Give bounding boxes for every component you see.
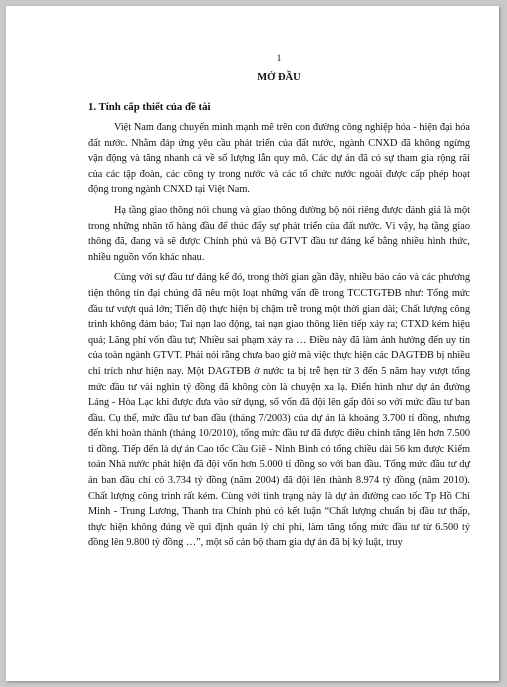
section-heading: 1. Tính cấp thiết của đề tài xyxy=(88,101,211,113)
paragraph-1: Việt Nam đang chuyển mình mạnh mẽ trên con đường công nghiệp hóa - hiện đại hóa đất nước. Nhằm đáp ứng yêu cầu phát triển của đất nước, ngành CNXD đã không ngừng vận động và tăng nhanh cả về số lượng lẫn quy mô. Các dự án đã có sự tham gia rộng rãi của các tập đoàn, các công ty trong nước và các tổ chức nước ngoài được cấp phép hoạt động trong ngành CNXD tại Việt Nam. xyxy=(88,122,470,196)
paragraph-2: Hạ tầng giao thông nói chung và giao thông đường bộ nói riêng được đánh giá là một trong những nhân tố hàng đầu để thúc đẩy sự phát triển của đất nước. Vì vậy, hạ tầng giao thông đã, đang và sẽ được Chính phủ và Bộ GTVT đầu tư đáng kể bằng nhiều hình thức, nhiều nguồn vốn khác nhau. xyxy=(88,204,470,263)
page-content xyxy=(88,53,470,551)
paragraph-3: Cùng với sự đầu tư đáng kể đó, trong thời gian gần đây, nhiều báo cáo và các phương tiện thông tin đại chúng đã nêu một loạt những vấn đề trong TCCTGTĐB như: Tổng mức đầu tư vượt quá lớn; Tiến độ thực hiện bị chậm trễ trong một thời gian dài; Chất lượng công trình không đảm bảo; Tai nạn lao động, tai nạn giao thông liên tiếp xảy ra; CTXD kém hiệu quả; Lãng phí vốn đầu tư; Nhiều sai phạm xảy ra … Điều này đã làm ảnh hưởng đến uy tín của toàn ngành GTVT. Phải nói rằng chưa bao giờ mà việc thực hiện các DAGTĐB bị nhiều chỉ trích như hiện nay. Một DAGTĐB ở nước ta bị trễ hẹn từ 3 đến 5 năm hay vượt tổng mức đầu tư vài nghìn tỷ đồng đã không còn là chuyện xa lạ. Điển hình như dự án đường Láng - Hòa Lạc khi được đưa vào sử dụng, số vốn đã đội lên gấp đôi so với mức đầu tư ban đầu. Cụ thể, mức đầu tư ban đầu (tháng 7/2003) của dự án là khoảng 3.700 tỉ đồng, nhưng đến khi hoàn thành (tháng 10/2010), tổng mức đầu tư đã được điều chỉnh tăng lên hơn 7.500 tỉ đồng. Tiếp đến là dự án Cao tốc Cầu Giẽ - Ninh Bình có tổng chiều dài 56 km được Kiểm toán Nhà nước phát hiện đã đội vốn hơn 5.000 tỉ đồng so với ban đầu. Tổng mức đầu tư dự án ban đầu chỉ có 3.734 tỷ đồng (năm 2004) đã đội lên thành 8.974 tỷ đồng (năm 2010). Chất lượng công trình rất kém. Cùng với tình trạng này là dự án đường cao tốc Tp Hồ Chí Minh - Trung Lương, Thanh tra Chính phủ có kết luận “Chất lượng chuẩn bị đầu tư thấp, thực hiện không đúng về qui định quản lý chi phí, làm tăng tổng mức đầu tư từ 6.500 tỷ đồng lên 9.800 tỷ đồng …”, một số cán bộ tham gia dự án đã bị kỷ luật, truy xyxy=(88,272,470,549)
page-number: 1 xyxy=(276,54,282,64)
document-page xyxy=(6,6,499,681)
document-title: MỞ ĐẦU xyxy=(257,72,301,83)
